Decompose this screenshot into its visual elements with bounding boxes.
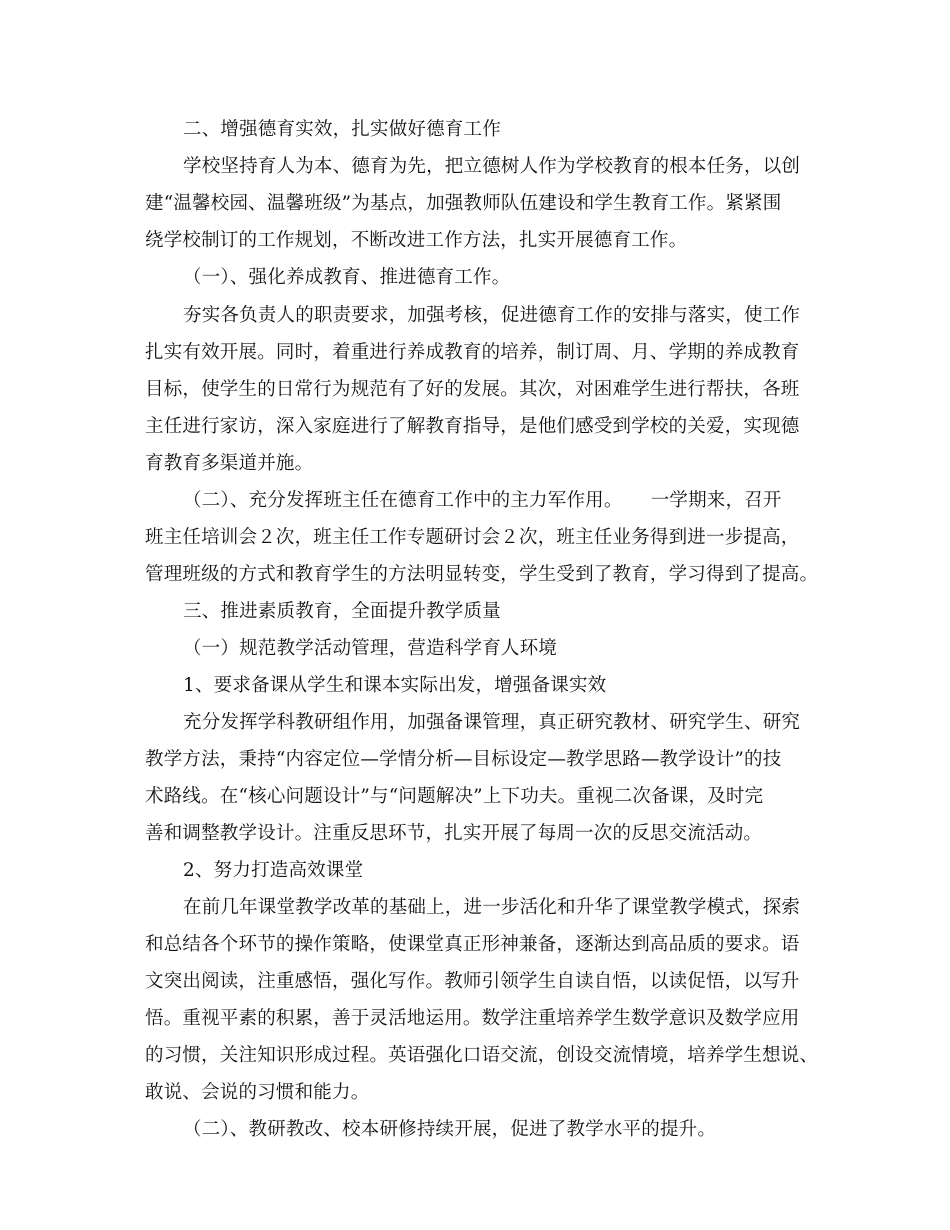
paragraph-line: 班主任培训会２次，班主任工作专题研讨会２次，班主任业务得到进一步提高， bbox=[145, 527, 800, 548]
paragraph-line: 文突出阅读，注重感悟，强化写作。教师引领学生自读自悟，以读促悟，以写升 bbox=[145, 971, 800, 992]
paragraph-line: 术路线。在“核心问题设计”与“问题解决”上下功夫。重视二次备课，及时完 bbox=[145, 786, 764, 807]
paragraph-line: 建“温馨校园、温馨班级”为基点，加强教师队伍建设和学生教育工作。紧紧围 bbox=[145, 193, 782, 214]
subsection-heading: （一）规范教学活动管理，营造科学育人环境 bbox=[183, 638, 558, 659]
subsection-heading: （二）、教研教改、校本研修持续开展，促进了教学水平的提升。 bbox=[183, 1119, 717, 1140]
subsection-heading: （一）、强化养成教育、推进德育工作。 bbox=[183, 267, 511, 288]
paragraph-line: 敢说、会说的习惯和能力。 bbox=[145, 1082, 370, 1103]
paragraph-line: 善和调整教学设计。注重反思环节，扎实开展了每周一次的反思交流活动。 bbox=[145, 823, 763, 844]
paragraph-line: 教学方法，秉持“内容定位—学情分析—目标设定—教学思路—教学设计”的技 bbox=[145, 749, 782, 770]
paragraph-line: 育教育多渠道并施。 bbox=[145, 453, 314, 474]
paragraph-line: 主任进行家访，深入家庭进行了解教育指导，是他们感受到学校的关爱，实现德 bbox=[145, 416, 800, 437]
paragraph-line: 学校坚持育人为本、德育为先，把立德树人作为学校教育的根本任务，以创 bbox=[183, 156, 801, 177]
section-heading: 三、推进素质教育，全面提升教学质量 bbox=[183, 601, 501, 622]
paragraph-line: 绕学校制订的工作规划，不断改进工作方法，扎实开展德育工作。 bbox=[145, 230, 688, 251]
paragraph-line: 和总结各个环节的操作策略，使课堂真正形神兼备，逐渐达到高品质的要求。语 bbox=[145, 934, 800, 955]
paragraph-line: 充分发挥学科教研组作用，加强备课管理，真正研究教材、研究学生、研究 bbox=[183, 712, 801, 733]
paragraph-line: 扎实有效开展。同时，着重进行养成教育的培养，制订周、月、学期的养成教育 bbox=[145, 342, 800, 363]
item-heading: 1、要求备课从学生和课本实际出发，增强备课实效 bbox=[183, 675, 607, 696]
paragraph-line: 在前几年课堂教学改革的基础上，进一步活化和升华了课堂教学模式，探索 bbox=[183, 897, 801, 918]
section-heading: 二、增强德育实效，扎实做好德育工作 bbox=[183, 119, 501, 140]
item-heading: 2、努力打造高效课堂 bbox=[183, 860, 364, 881]
paragraph-line: 的习惯，关注知识形成过程。英语强化口语交流，创设交流情境，培养学生想说、 bbox=[145, 1045, 819, 1066]
paragraph-line: 夯实各负责人的职责要求，加强考核，促进德育工作的安排与落实，使工作 bbox=[183, 305, 801, 326]
subsection-heading: （二）、充分发挥班主任在德育工作中的主力军作用。 一学期来，召开 bbox=[183, 490, 782, 511]
paragraph-line: 悟。重视平素的积累，善于灵活地运用。数学注重培养学生数学意识及数学应用 bbox=[145, 1008, 800, 1029]
paragraph-line: 管理班级的方式和教育学生的方法明显转变，学生受到了教育，学习得到了提高。 bbox=[145, 564, 819, 585]
paragraph-line: 目标，使学生的日常行为规范有了好的发展。其次，对困难学生进行帮扶，各班 bbox=[145, 379, 800, 400]
